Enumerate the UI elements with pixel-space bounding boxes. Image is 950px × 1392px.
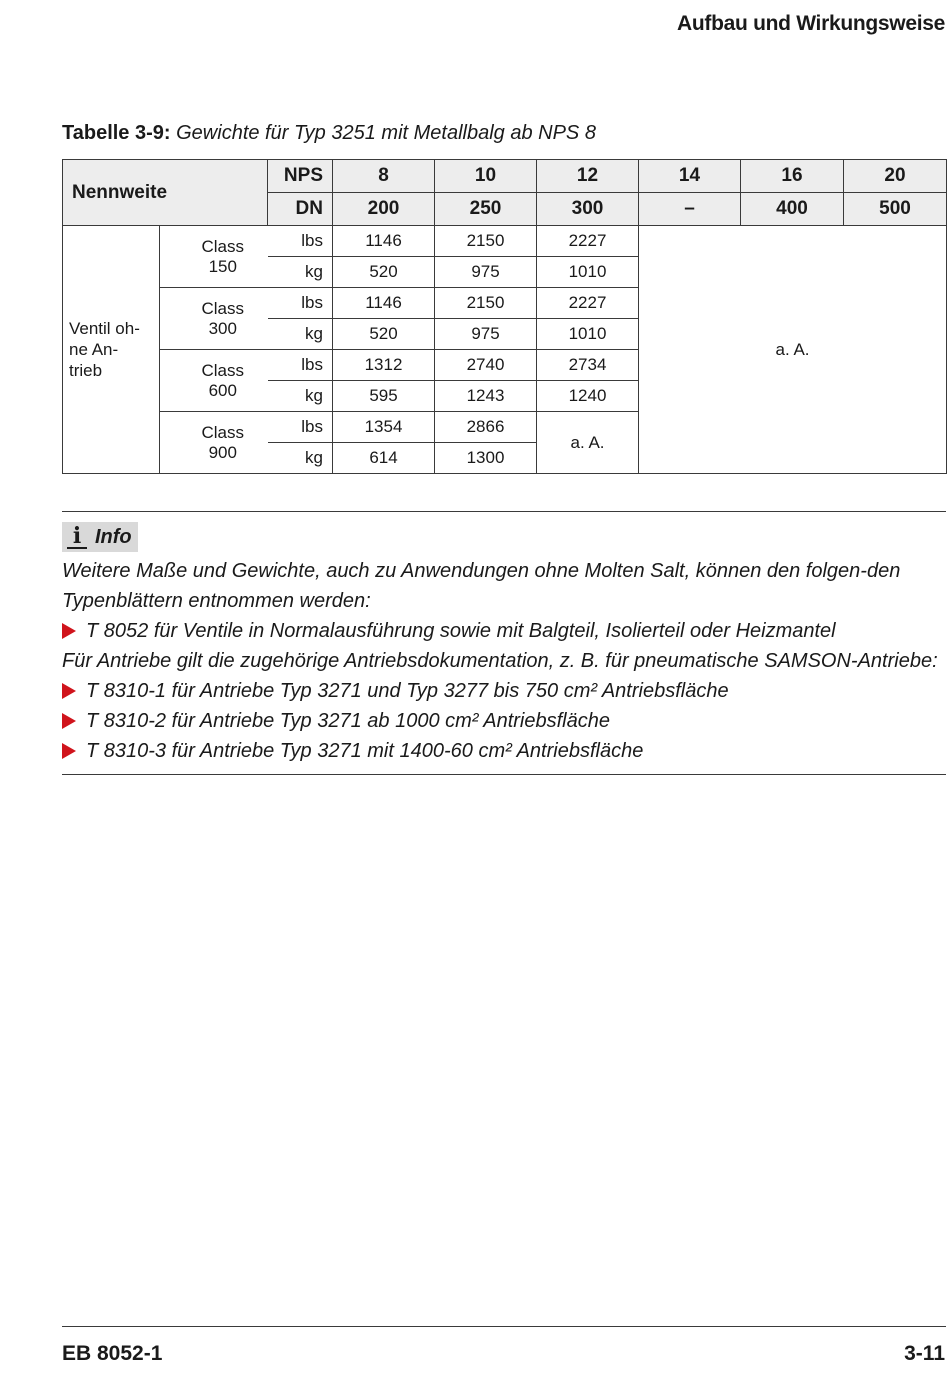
footer-divider bbox=[62, 1326, 946, 1327]
unit-kg: kg bbox=[268, 443, 333, 474]
unit-lbs: lbs bbox=[268, 226, 333, 257]
table-cell: 2734 bbox=[537, 350, 639, 381]
table-cell: 2866 bbox=[435, 412, 537, 443]
footer-page-number: 3-11 bbox=[904, 1342, 945, 1365]
bullet-triangle-icon bbox=[62, 713, 76, 729]
list-item-text: T 8310-2 für Antriebe Typ 3271 ab 1000 cm² Antriebsfläche bbox=[86, 710, 610, 732]
info-icon: i bbox=[67, 525, 87, 549]
class-label: Class 150 bbox=[201, 236, 244, 276]
unit-lbs: lbs bbox=[268, 350, 333, 381]
info-para: Für Antriebe gilt die zugehörige Antriebsdokumentation, z. B. für pneumatische SAMSON-Antriebe: bbox=[62, 650, 938, 672]
list-item-text: T 8052 für Ventile in Normalausführung sowie mit Balgteil, Isolierteil oder Heizmantel bbox=[86, 620, 836, 642]
table-caption bbox=[62, 122, 596, 145]
dn-value: 200 bbox=[333, 193, 435, 226]
table-cell: 2740 bbox=[435, 350, 537, 381]
table-cell: 1243 bbox=[435, 381, 537, 412]
nps-value: 12 bbox=[537, 160, 639, 193]
aa-note-large: a. A. bbox=[639, 226, 947, 474]
list-item-text: T 8310-1 für Antriebe Typ 3271 und Typ 3277 bis 750 cm² Antriebsfläche bbox=[86, 680, 729, 702]
footer-doc-id: EB 8052-1 bbox=[62, 1342, 163, 1365]
info-box bbox=[62, 511, 946, 775]
class-label: Class 900 bbox=[201, 422, 244, 462]
table-cell: 1010 bbox=[537, 319, 639, 350]
bullet-triangle-icon bbox=[62, 683, 76, 699]
dn-value: 400 bbox=[741, 193, 844, 226]
weights-table bbox=[62, 159, 947, 474]
table-cell: 2150 bbox=[435, 288, 537, 319]
list-item bbox=[62, 736, 946, 766]
class-label-cell bbox=[160, 226, 268, 288]
list-item bbox=[62, 706, 946, 736]
nps-value: 8 bbox=[333, 160, 435, 193]
caption-label: Tabelle 3-9: bbox=[62, 122, 171, 144]
bullet-triangle-icon bbox=[62, 743, 76, 759]
unit-kg: kg bbox=[268, 257, 333, 288]
nps-label: NPS bbox=[268, 160, 333, 193]
info-badge-label: Info bbox=[95, 525, 132, 548]
info-badge bbox=[62, 522, 138, 552]
nennweite-label: Nennweite bbox=[63, 160, 268, 226]
nps-value: 10 bbox=[435, 160, 537, 193]
class-label: Class 600 bbox=[201, 360, 244, 400]
table-cell: 1010 bbox=[537, 257, 639, 288]
table-cell: 1354 bbox=[333, 412, 435, 443]
nps-value: 20 bbox=[844, 160, 947, 193]
unit-lbs: lbs bbox=[268, 412, 333, 443]
aa-note-small: a. A. bbox=[537, 412, 639, 474]
table-cell: 1146 bbox=[333, 226, 435, 257]
info-text bbox=[62, 556, 946, 766]
list-item-text: T 8310-3 für Antriebe Typ 3271 mit 1400-60 cm² Antriebsfläche bbox=[86, 740, 644, 762]
list-item bbox=[62, 676, 946, 706]
table-cell: 1300 bbox=[435, 443, 537, 474]
nps-row bbox=[63, 160, 947, 193]
class-label: Class 300 bbox=[201, 298, 244, 338]
table-cell: 520 bbox=[333, 319, 435, 350]
page-header-title: Aufbau und Wirkungsweise bbox=[677, 12, 945, 35]
class-label-cell bbox=[160, 350, 268, 412]
caption-text: Gewichte für Typ 3251 mit Metallbalg ab NPS 8 bbox=[176, 122, 596, 144]
table-cell: 1312 bbox=[333, 350, 435, 381]
bullet-triangle-icon bbox=[62, 623, 76, 639]
table-cell: 595 bbox=[333, 381, 435, 412]
info-intro: Weitere Maße und Gewichte, auch zu Anwendungen ohne Molten Salt, können den folgen-den Typenblättern entnommen werden: bbox=[62, 560, 901, 612]
table-cell: 1240 bbox=[537, 381, 639, 412]
dn-value: 250 bbox=[435, 193, 537, 226]
table-cell: 1146 bbox=[333, 288, 435, 319]
table-cell: 975 bbox=[435, 257, 537, 288]
dn-value: – bbox=[639, 193, 741, 226]
table-row bbox=[63, 226, 947, 257]
unit-kg: kg bbox=[268, 381, 333, 412]
nps-value: 16 bbox=[741, 160, 844, 193]
table-cell: 520 bbox=[333, 257, 435, 288]
unit-lbs: lbs bbox=[268, 288, 333, 319]
table-cell: 2227 bbox=[537, 226, 639, 257]
list-item bbox=[62, 616, 946, 646]
class-label-cell bbox=[160, 288, 268, 350]
table-cell: 2227 bbox=[537, 288, 639, 319]
dn-value: 300 bbox=[537, 193, 639, 226]
unit-kg: kg bbox=[268, 319, 333, 350]
dn-label: DN bbox=[268, 193, 333, 226]
table-cell: 2150 bbox=[435, 226, 537, 257]
nps-value: 14 bbox=[639, 160, 741, 193]
table-cell: 975 bbox=[435, 319, 537, 350]
class-label-cell bbox=[160, 412, 268, 474]
group-label: Ventil oh- ne An- trieb bbox=[63, 226, 160, 474]
dn-value: 500 bbox=[844, 193, 947, 226]
table-cell: 614 bbox=[333, 443, 435, 474]
